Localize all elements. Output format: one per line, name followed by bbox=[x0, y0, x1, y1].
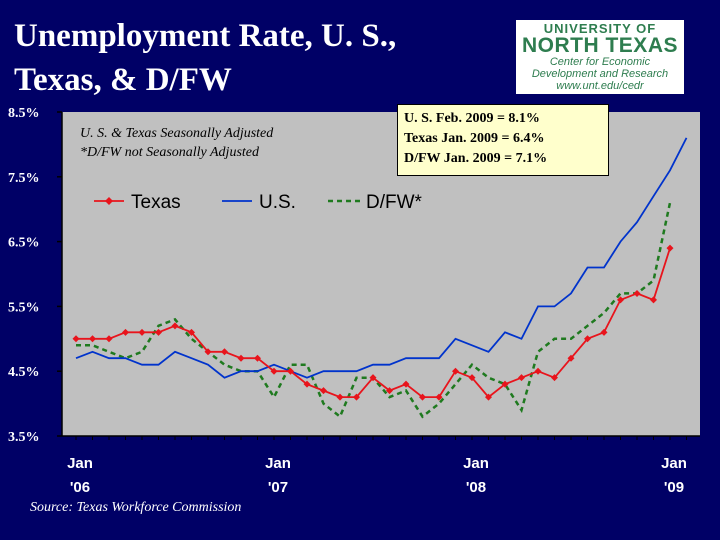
y-tick-label: 7.5% bbox=[8, 170, 40, 186]
x-tick-label-year: '07 bbox=[267, 479, 289, 496]
note-line-1: U. S. & Texas Seasonally Adjusted bbox=[80, 126, 274, 141]
source-note: Source: Texas Workforce Commission bbox=[30, 500, 242, 515]
x-tick-label-month: Jan bbox=[661, 455, 687, 472]
logo-line-2: NORTH TEXAS bbox=[521, 34, 678, 57]
y-tick-label: 3.5% bbox=[8, 430, 40, 445]
x-tick-label-year: '08 bbox=[465, 479, 487, 496]
title-line-1: Unemployment Rate, U. S., bbox=[14, 18, 397, 54]
legend bbox=[94, 192, 423, 213]
y-tick-label: 6.5% bbox=[8, 235, 40, 251]
legend-label-texas: Texas bbox=[131, 192, 181, 213]
x-tick-label-year: '09 bbox=[663, 479, 685, 496]
note-line-2: *D/FW not Seasonally Adjusted bbox=[80, 145, 259, 160]
logo-line-1: UNIVERSITY OF bbox=[543, 21, 657, 36]
x-tick-label-month: Jan bbox=[265, 455, 291, 472]
info-dfw: D/FW Jan. 2009 = 7.1% bbox=[404, 151, 548, 166]
logo-line-3: Center for Economic bbox=[549, 56, 651, 68]
info-texas: Texas Jan. 2009 = 6.4% bbox=[404, 131, 545, 146]
y-tick-label: 4.5% bbox=[8, 365, 40, 381]
logo-line-5: www.unt.edu/cedr bbox=[556, 80, 644, 92]
x-tick-label-year: '06 bbox=[69, 479, 91, 496]
legend-label-us: U.S. bbox=[259, 192, 296, 213]
y-tick-labels bbox=[8, 106, 62, 445]
x-tick-label-month: Jan bbox=[463, 455, 489, 472]
seasonal-note bbox=[80, 124, 273, 162]
latest-values-box bbox=[397, 104, 609, 176]
x-tick-labels bbox=[67, 455, 687, 496]
y-tick-label: 8.5% bbox=[8, 106, 40, 121]
info-us: U. S. Feb. 2009 = 8.1% bbox=[404, 111, 540, 126]
y-tick-label: 5.5% bbox=[8, 300, 40, 316]
logo-line-4: Development and Research bbox=[531, 68, 669, 80]
x-tick-label-month: Jan bbox=[67, 455, 93, 472]
title-line-2: Texas, & D/FW bbox=[14, 62, 232, 98]
legend-label-dfw: D/FW* bbox=[366, 192, 422, 213]
